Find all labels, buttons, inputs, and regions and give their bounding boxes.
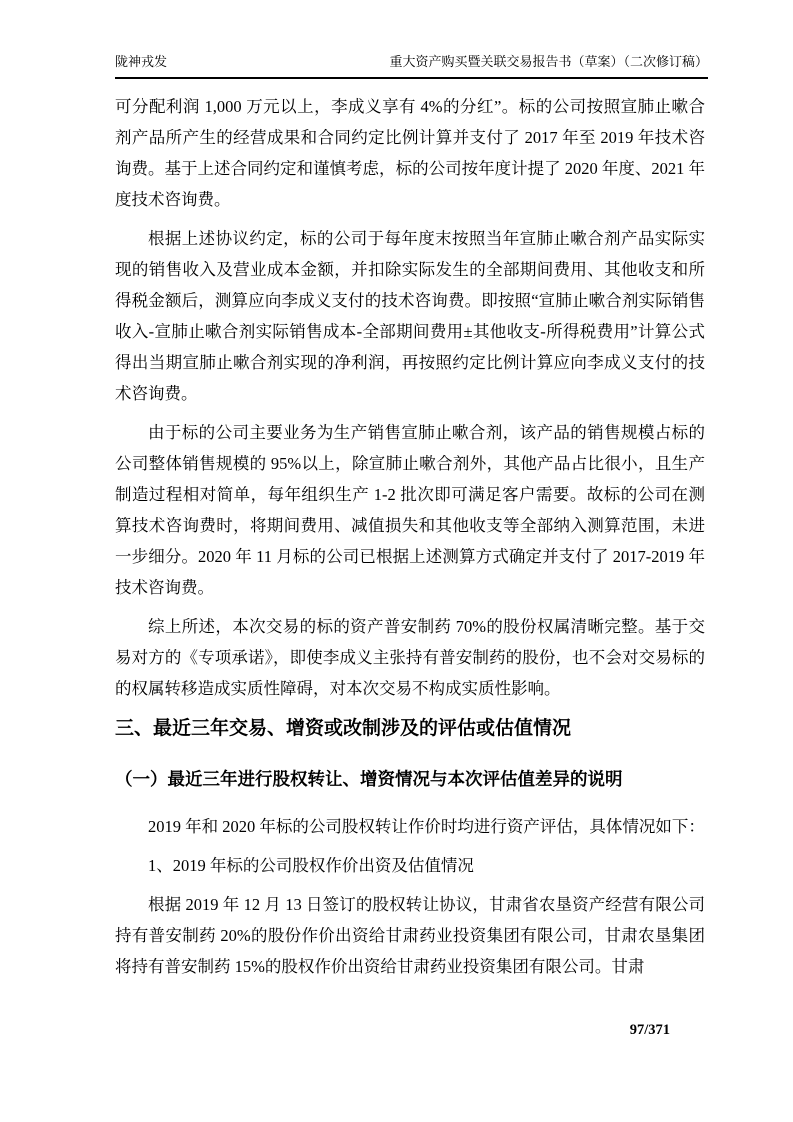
page-footer: [630, 1022, 670, 1039]
paragraph-main-business-scope: 由于标的公司主要业务为生产销售宣肺止嗽合剂，该产品的销售规模占标的公司整体销售规模的 95%以上，除宣肺止嗽合剂外，其他产品占比很小，且生产制造过程相对简单，每年组织生产 1-2 批次即可满足客户需要。故标的公司在测算技术咨询费时，将期间费用、减值损失和其他收支等全部纳入测算范围，未进一步细分。2020 年 11 月标的公司已根据上述测算方式确定并支付了 2017-2019 年技术咨询费。: [115, 423, 705, 597]
header-right-title: 重大资产购买暨关联交易报告书（草案）（二次修订稿）: [389, 54, 708, 69]
page-header: [115, 54, 708, 79]
subsection-heading-one: （一）最近三年进行股权转让、增资情况与本次评估值差异的说明: [115, 769, 623, 789]
paragraph-dividend-continuation: 可分配利润 1,000 万元以上，李成义享有 4%的分红”。标的公司按照宣肺止嗽合剂产品所产生的经营成果和合同约定比例计算并支付了 2017 年至 2019 年技术咨询费。基于上述合同约定和谨慎考虑，标的公司按年度计提了 2020 年度、2021 年度技术咨询费。: [115, 97, 705, 209]
paragraph-2019-equity-transfer: 根据 2019 年 12 月 13 日签订的股权转让协议，甘肃省农垦资产经营有限公司持有普安制药 20%的股份作价出资给甘肃药业投资集团有限公司，甘肃农垦集团将持有普安制药 15%的股权作价出资给甘肃药业投资集团有限公司。甘肃: [115, 895, 705, 976]
paragraph-ownership-conclusion: 综上所述，本次交易的标的资产普安制药 70%的股份权属清晰完整。基于交易对方的《专项承诺》，即使李成义主张持有普安制药的股份，也不会对交易标的的权属转移造成实质性障碍，对本次交易不构成实质性影响。: [115, 617, 705, 698]
list-item-2019-valuation: 1、2019 年标的公司股权作价出资及估值情况: [148, 856, 474, 875]
paragraph-valuation-intro: 2019 年和 2020 年标的公司股权转让作价时均进行资产评估，具体情况如下：: [148, 817, 705, 836]
section-heading-three: 三、最近三年交易、增资或改制涉及的评估或估值情况: [115, 718, 572, 739]
paragraph-consulting-fee-calculation: 根据上述协议约定，标的公司于每年度末按照当年宣肺止嗽合剂产品实际实现的销售收入及营业成本金额，并扣除实际发生的全部期间费用、其他收支和所得税金额后，测算应向李成义支付的技术咨询费。即按照“宣肺止嗽合剂实际销售收入-宣肺止嗽合剂实际销售成本-全部期间费用±其他收支-所得税费用”计算公式得出当期宣肺止嗽合剂实现的净利润，再按照约定比例计算应向李成义支付的技术咨询费。: [115, 229, 705, 403]
document-body: [115, 91, 705, 990]
header-left-title: 陇神戎发: [115, 54, 168, 69]
page-number: 97/371: [629, 1022, 670, 1038]
